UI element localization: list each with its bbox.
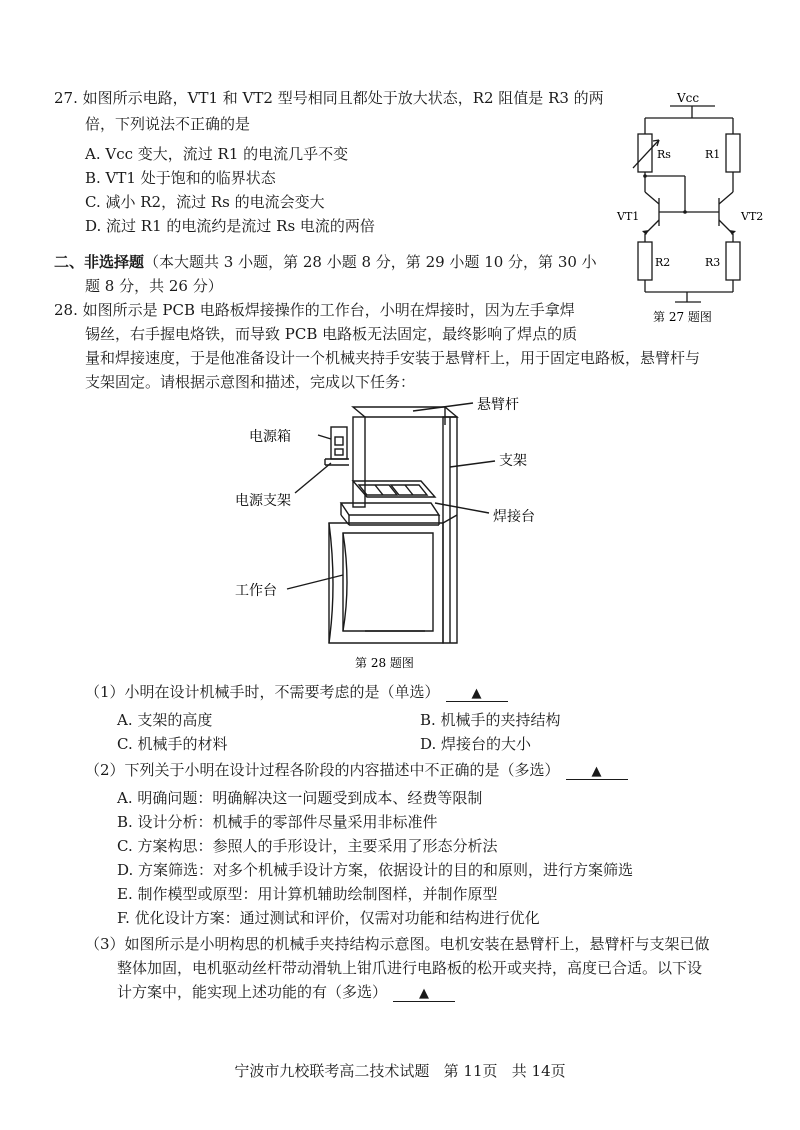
q27-circuit-diagram [615, 84, 775, 334]
label-rs: Rs [657, 148, 671, 161]
q28-sub2-option-d: D. 方案筛选：对多个机械手设计方案，依据设计的目的和原则，进行方案筛选 [117, 861, 634, 879]
q27-option-c: C. 减小 R2，流过 Rs 的电流会变大 [85, 193, 325, 211]
fig-label-weld-table: 焊接台 [493, 509, 535, 525]
q28-sub1-text: （1）小明在设计机械手时，不需要考虑的是（单选） [85, 683, 440, 701]
q28-sub3-line2: 整体加固，电机驱动丝杆带动滑轨上钳爪进行电路板的松开或夹持，高度已合适。以下设 [117, 959, 703, 977]
q28-sub2-answer-blank[interactable] [566, 761, 628, 780]
q28-sub1-option-b: B. 机械手的夹持结构 [420, 711, 561, 729]
triangle-icon: ▲ [591, 764, 602, 779]
label-vt1: VT1 [617, 210, 640, 223]
q28-sub2-stem [85, 758, 628, 782]
q28-sub1-answer-blank[interactable] [446, 683, 508, 702]
label-r2: R2 [655, 256, 671, 269]
q28-sub2-option-f: F. 优化设计方案：通过测试和评价，仅需对功能和结构进行优化 [117, 909, 540, 927]
triangle-icon: ▲ [419, 986, 430, 1001]
q28-sub2-option-e: E. 制作模型或原型：用计算机辅助绘制图样，并制作原型 [117, 885, 498, 903]
q28-line4: 支架固定。请根据示意图和描述，完成以下任务： [85, 373, 416, 391]
label-vcc: Vcc [677, 91, 700, 105]
q28-line1: 28. 如图所示是 PCB 电路板焊接操作的工作台，小明在焊接时，因为左手拿焊 [54, 301, 575, 319]
q28-sub3-answer-blank[interactable] [393, 983, 455, 1002]
label-vt2: VT2 [741, 210, 764, 223]
q28-sub2-option-a: A. 明确问题：明确解决这一问题受到成本、经费等限制 [117, 789, 483, 807]
q28-line2: 锡丝，右手握电烙铁，而导致 PCB 电路板无法固定，最终影响了焊点的质 [85, 325, 578, 343]
q28-line3: 量和焊接速度，于是他准备设计一个机械夹持手安装于悬臂杆上，用于固定电路板，悬臂杆与 [85, 349, 701, 367]
label-r1: R1 [705, 148, 721, 161]
q28-sub3-line3: 计方案中，能实现上述功能的有（多选） [117, 983, 388, 1001]
q28-sub1-stem [85, 680, 508, 704]
q28-sub3-line1: （3）如图所示是小明构思的机械手夹持结构示意图。电机安装在悬臂杆上，悬臂杆与支架已做 [85, 935, 710, 953]
triangle-icon: ▲ [471, 686, 482, 701]
section2-title: 二、非选择题 [54, 253, 145, 271]
q27-option-d: D. 流过 R1 的电流约是流过 Rs 电流的两倍 [85, 217, 375, 235]
q28-sub2-option-c: C. 方案构思：参照人的手形设计，主要采用了形态分析法 [117, 837, 498, 855]
page-footer: 宁波市九校联考高二技术试题 第 11页 共 14页 [234, 1062, 566, 1080]
q28-sub2-text: （2）下列关于小明在设计过程各阶段的内容描述中不正确的是（多选） [85, 761, 560, 779]
q28-sub1-option-d: D. 焊接台的大小 [420, 735, 532, 753]
section2-desc1: （本大题共 3 小题，第 28 小题 8 分，第 29 小题 10 分，第 30 小 [144, 253, 597, 271]
section2-header [54, 250, 597, 274]
q27-line2: 倍，下列说法不正确的是 [85, 115, 251, 133]
q28-sub1-option-c: C. 机械手的材料 [117, 735, 228, 753]
q28-sub1-option-a: A. 支架的高度 [117, 711, 213, 729]
fig-label-workbench: 工作台 [235, 583, 277, 599]
label-r3: R3 [705, 256, 721, 269]
fig-label-power-bracket: 电源支架 [235, 493, 291, 509]
q27-option-b: B. VT1 处于饱和的临界状态 [85, 169, 276, 187]
q27-line1: 27. 如图所示电路，VT1 和 VT2 型号相同且都处于放大状态，R2 阻值是 R3 的两 [54, 89, 604, 107]
fig-label-power-box: 电源箱 [249, 429, 291, 445]
section2-desc2: 题 8 分，共 26 分） [85, 277, 223, 295]
q27-caption: 第 27 题图 [653, 310, 712, 324]
q28-sub2-option-b: B. 设计分析：机械手的零部件尽量采用非标准件 [117, 813, 438, 831]
q27-option-a: A. Vcc 变大，流过 R1 的电流几乎不变 [85, 145, 349, 163]
fig-label-cantilever: 悬臂杆 [477, 397, 519, 413]
q28-workbench-figure [225, 395, 575, 675]
q28-caption: 第 28 题图 [355, 656, 414, 670]
q28-sub3-line3-wrap [117, 980, 455, 1004]
fig-label-bracket: 支架 [499, 453, 527, 469]
